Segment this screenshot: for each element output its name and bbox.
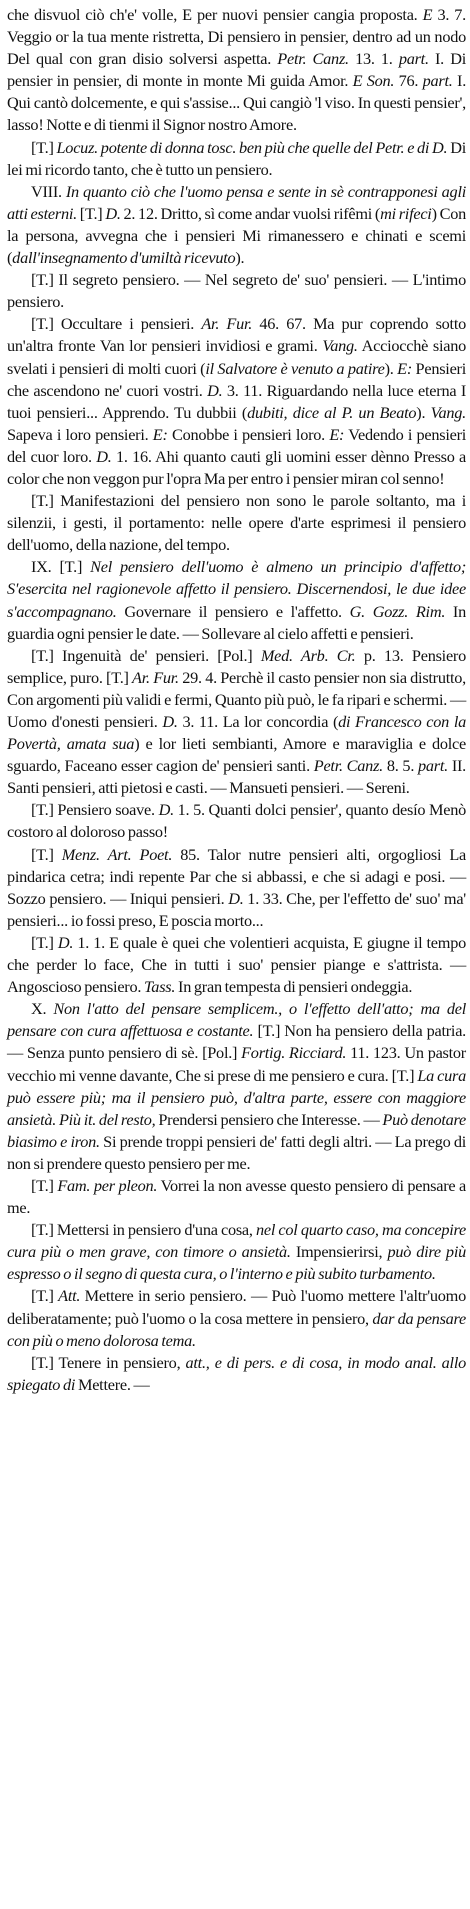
text-run: [T.] Pensiero soave. xyxy=(31,800,159,820)
text-run: 8. 5. xyxy=(382,756,418,776)
text-run: [T.] Manifestazioni del pensiero non sono le parole soltanto, ma i silenzii, i gesti, il portamento: nelle opere d'arte esprimesi il pensiero dell'uomo, della nazione, del tempo. xyxy=(7,491,466,555)
text-run: Mettere. — xyxy=(75,1374,150,1394)
text-run: 11. 123. Un pastor vecchio mi venne davante, Che si prese di me pensiero e cura. [T.] xyxy=(7,1043,466,1085)
italic-text: Vang. xyxy=(322,336,358,356)
italic-text: Menz. Art. Poet. xyxy=(61,844,173,864)
text-run: ). xyxy=(235,248,245,268)
text-run: 29. 4. Perchè il casto pensier non sia distrutto, Con argomenti più validi e fermi, Quanto più può, le fa ripari e schermi. — Uomo d'onesti pensieri. xyxy=(7,667,466,731)
text-run: ). xyxy=(384,358,398,378)
italic-text: In quanto ciò che l'uomo pensa e sente in sè contrapponesi agli atti esterni. xyxy=(7,181,466,223)
italic-text: La cura può essere più; ma il pensiero può, d'altra parte, essere con maggiore ansietà. Più it. del resto, xyxy=(7,1065,466,1129)
text-run: 13. 1. xyxy=(348,49,399,69)
italic-text: mi rifeci xyxy=(380,203,432,223)
italic-text: G. Gozz. Rim. xyxy=(349,601,446,621)
text-run: In gran tempesta di pensieri ondeggia. xyxy=(175,977,413,997)
text-run: [T.] xyxy=(31,932,58,952)
text-run: 3. 7. Veggio or la tua mente ristretta, Di pensiero in pensier, dentro ad un nodo Del qual con gran disio solversi aspetta. xyxy=(7,5,467,69)
entry-paragraph xyxy=(7,844,466,932)
italic-text: E: xyxy=(152,424,168,444)
italic-text: dubiti, dice al P. un Beato xyxy=(247,402,417,422)
text-run: ) Con la persona, avvegna che i pensieri Mi rimanessero e chinati e scemi ( xyxy=(7,203,467,268)
text-run: 1. 1. E quale è quei che volentieri acquista, E giugne il tempo che perder lo face, Che in tutti i suo' pensier piange e s'attrista. — Angoscioso pensiero. xyxy=(7,932,466,997)
italic-text: Fortig. Ricciard. xyxy=(241,1043,347,1063)
entry-paragraph xyxy=(7,556,466,644)
text-run: che disvuol ciò ch'e' volle, E per nuovi pensier cangia proposta. xyxy=(7,5,423,24)
text-run: 85. Talor nutre pensieri alti, orgogliosi La pindarica cetra; indi repente Par che si abbassi, e che si adagi e posi. — Sozzo pensiero. — Iniqui pensieri. xyxy=(7,844,466,908)
italic-text: D. xyxy=(105,203,121,223)
text-run: Governare il pensiero e l'affetto. xyxy=(116,601,350,621)
text-run: 2. 12. Dritto, sì come andar vuolsi rifêmi ( xyxy=(120,203,381,223)
italic-text: D. xyxy=(96,446,112,466)
italic-text: part. xyxy=(398,49,429,69)
text-run: In guardia ogni pensier le date. — Sollevare al cielo affetti e pensieri. xyxy=(7,601,466,643)
text-run: ). xyxy=(416,402,431,422)
entry-paragraph xyxy=(7,645,466,800)
italic-text: part. xyxy=(422,71,453,91)
text-run: Prendersi pensiero che Interesse. — xyxy=(155,1109,383,1129)
italic-text: Ar. Fur. xyxy=(201,314,253,334)
text-run: Si prende troppi pensieri de' fatti degli altri. — La prego di non si prendere questo pensiero per me. xyxy=(7,1131,466,1173)
text-run: Conobbe i pensieri loro. xyxy=(167,424,330,444)
entry-paragraph xyxy=(7,932,466,998)
italic-text: D. xyxy=(162,712,178,731)
text-run: Vedendo i pensieri del cuor loro. xyxy=(7,424,467,466)
text-run: [T.] Occultare i pensieri. xyxy=(31,314,202,334)
italic-text: può dire più espresso o il segno di questa cura, o l'interno e più subito turbamento. xyxy=(7,1242,466,1284)
italic-text: Att. xyxy=(58,1286,81,1306)
text-run: IX. [T.] xyxy=(31,557,91,577)
text-run: Impensierirsi, xyxy=(290,1242,388,1262)
entry-paragraph xyxy=(7,4,466,137)
italic-text: att., e di pers. e di cosa, in modo anal. allo spiegato di xyxy=(7,1352,466,1394)
text-run: Pensieri che ascendono ne' cuori vostri. xyxy=(7,358,466,400)
italic-text: Petr. Canz. xyxy=(277,49,349,69)
italic-text: E Son. xyxy=(352,71,395,91)
text-run: 1. 33. Che, per l'effetto de' suo' ma' pensieri... io fossi preso, E poscia morto... xyxy=(7,888,466,930)
text-run: I. Qui cantò dolcemente, e qui s'assise... Qui cangiò 'l viso. In questi pensier', lasso! Notte e di tienmi il Signor nostro Amore. xyxy=(7,71,467,135)
italic-text: di Francesco con la Povertà, amata sua xyxy=(7,712,466,754)
entry-paragraph xyxy=(7,1175,466,1219)
italic-text: Tass. xyxy=(144,977,176,997)
italic-text: E xyxy=(422,5,433,24)
text-run: p. 13. Pensiero semplice, puro. [T.] xyxy=(7,645,466,687)
italic-text: D. xyxy=(228,888,244,908)
text-run: ) e lor lieti sembianti, Amore e maraviglia e dolce sguardo, Faceano esser cagion de' pensieri santi. xyxy=(7,734,466,776)
dictionary-entry-text xyxy=(7,4,466,1396)
italic-text: nel col quarto caso, ma concepire cura più o men grave, con timore o ansietà. xyxy=(7,1220,467,1262)
italic-text: Med. Arb. Cr. xyxy=(260,645,356,665)
text-run: 1. 16. Ahi quanto cauti gli uomini esser dènno Presso a color che non veggon pur l'opra Ma per entro i pensier miran col senno! xyxy=(7,446,466,488)
italic-text: part. xyxy=(418,756,448,776)
text-run: [T.] xyxy=(31,844,62,864)
text-run: 3. 11. Riguardando nella luce eterna I tuoi pensieri... Apprendo. Tu dubbii ( xyxy=(7,380,467,422)
text-run: 1. 5. Quanti dolci pensier', quanto desío Menò costoro al doloroso passo! xyxy=(7,800,466,842)
italic-text: Può denotare biasimo e iron. xyxy=(7,1109,466,1151)
entry-paragraph xyxy=(7,1352,466,1396)
text-run: Di lei mi ricordo tanto, che è tutto un pensiero. xyxy=(7,137,466,179)
text-run: VIII. xyxy=(31,181,66,201)
entry-paragraph xyxy=(7,181,466,269)
text-run: Mettere in serio pensiero. — Può l'uomo mettere l'altr'uomo deliberatamente; può l'uomo o la cosa mettere in pensiero, xyxy=(7,1286,466,1328)
text-run: [T.] xyxy=(76,203,106,223)
italic-text: D. xyxy=(158,800,174,820)
text-run: 46. 67. Ma pur coprendo sotto un'altra fronte Van lor pensieri invidiosi e grami. xyxy=(7,314,466,356)
text-run: [T.] Il segreto pensiero. — Nel segreto de' suo' pensieri. — L'intimo pensiero. xyxy=(7,270,466,312)
text-run: [T.] Tenere in pensiero, xyxy=(31,1352,186,1372)
entry-paragraph xyxy=(7,1285,466,1351)
text-run: [T.] Mettersi in pensiero d'una cosa, xyxy=(31,1220,256,1240)
italic-text: Vang. xyxy=(430,402,467,422)
entry-paragraph xyxy=(7,269,466,313)
italic-text: E: xyxy=(329,424,345,444)
text-run: II. Santi pensieri, atti pietosi e casti. — Mansueti pensieri. — Sereni. xyxy=(7,756,466,798)
text-run: [T.] Non ha pensiero della patria. — Senza punto pensiero di sè. [Pol.] xyxy=(7,1021,466,1063)
entry-paragraph xyxy=(7,137,466,181)
italic-text: dar da pensare con più o meno dolorosa tema. xyxy=(7,1308,467,1350)
text-run: 76. xyxy=(394,71,423,91)
entry-paragraph xyxy=(7,490,466,556)
text-run: [T.] Ingenuità de' pensieri. [Pol.] xyxy=(31,645,261,665)
text-run: [T.] xyxy=(31,1175,58,1195)
italic-text: Petr. Canz. xyxy=(313,756,383,776)
text-run: X. xyxy=(31,999,54,1019)
text-run: [T.] xyxy=(31,137,57,157)
text-run: Sapeva i loro pensieri. xyxy=(7,424,153,444)
italic-text: Fam. per pleon. xyxy=(57,1175,158,1195)
entry-paragraph xyxy=(7,998,466,1175)
text-run: [T.] xyxy=(31,1286,59,1306)
entry-paragraph xyxy=(7,1219,466,1285)
italic-text: Nel pensiero dell'uomo è almeno un principio d'affetto; S'esercita nel ragionevole affetto il pensiero. Discernendosi, le due idee s'accompagnano. xyxy=(7,557,467,621)
text-run: 3. 11. La lor concordia ( xyxy=(177,712,339,731)
italic-text: Locuz. potente di donna tosc. ben più che quelle del Petr. e di D. xyxy=(56,137,448,157)
italic-text: Ar. Fur. xyxy=(132,667,179,687)
italic-text: E: xyxy=(397,358,413,378)
text-run: Acciocchè siano svelati i pensieri di molti cuori ( xyxy=(7,336,466,378)
italic-text: D. xyxy=(207,380,223,400)
text-run: Vorrei la non avesse questo pensiero di pensare a me. xyxy=(7,1175,466,1218)
entry-paragraph xyxy=(7,313,466,490)
italic-text: Non l'atto del pensare semplicem., o l'effetto dell'atto; ma del pensare con cura affettuosa e costante. xyxy=(7,999,466,1041)
italic-text: D. xyxy=(57,932,74,952)
text-run: I. Di pensier in pensier, di monte in monte Mi guida Amor. xyxy=(7,49,466,91)
italic-text: il Salvatore è venuto a patire xyxy=(205,358,385,378)
italic-text: dall'insegnamento d'umiltà ricevuto xyxy=(12,248,236,268)
entry-paragraph xyxy=(7,799,466,843)
